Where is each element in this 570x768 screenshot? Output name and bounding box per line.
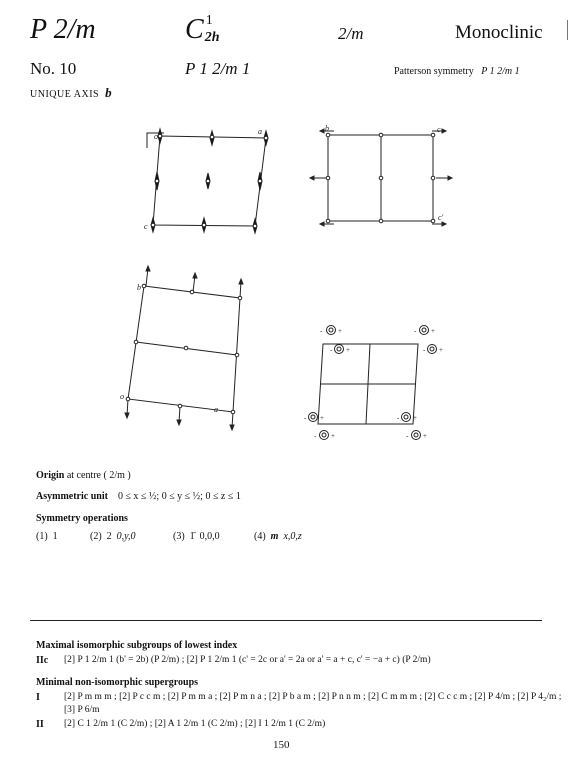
op-coords: x,0,z	[283, 531, 302, 542]
ii-label: II	[36, 719, 44, 730]
op-num: (3)	[173, 531, 185, 542]
i-text-line1: [2] P m m m ; [2] P c c m ; [2] P m m a ; [2] P m n a ; [2] P b a m ; [2] P n n m ; [2] C m m m ; [2] C c c m ; [2] P 4/m ; [2] P 4₂/m ;	[64, 692, 562, 702]
svg-text:-: -	[414, 327, 417, 335]
gp-upper-right	[423, 345, 443, 355]
symmetry-op-1	[36, 531, 58, 542]
svg-text:+: +	[423, 432, 427, 440]
label-c-2: c	[437, 125, 441, 134]
svg-text:+: +	[439, 346, 443, 354]
asymmetric-unit-line	[36, 491, 241, 502]
asymmetric-unit-label: Asymmetric unit	[36, 491, 108, 502]
unique-axis-letter: b	[105, 85, 113, 100]
op-num: (4)	[254, 531, 266, 542]
gp-top-left	[320, 326, 342, 336]
gp-upper-left	[330, 345, 350, 355]
i-label: I	[36, 692, 40, 703]
minimal-supergroups-heading: Minimal non-isomorphic supergroups	[36, 677, 199, 688]
label-o-1: o	[154, 132, 158, 141]
patterson-label: Patterson symmetry	[394, 66, 474, 77]
svg-text:-: -	[314, 432, 317, 440]
page-number: 150	[273, 739, 290, 751]
svg-text:+: +	[320, 414, 324, 422]
group-number: No. 10	[30, 59, 77, 78]
label-a-3: a	[214, 405, 218, 414]
label-a-1: a	[258, 127, 262, 136]
diagram-projection-c	[125, 266, 243, 430]
symmetry-operations-heading: Symmetry operations	[36, 513, 128, 524]
diagram-general-positions	[318, 344, 418, 424]
svg-text:+: +	[346, 346, 350, 354]
op-num: (1)	[36, 531, 48, 542]
op-coords: 0,y,0	[116, 531, 136, 542]
point-group: 2/m	[338, 24, 364, 43]
maximal-subgroups-heading: Maximal isomorphic subgroups of lowest index	[36, 640, 238, 651]
label-c-prime: c'	[438, 213, 444, 222]
svg-text:-: -	[406, 432, 409, 440]
label-o-3: o	[120, 392, 124, 401]
gp-top-right	[414, 326, 435, 336]
svg-text:+: +	[338, 327, 342, 335]
unique-axis-label: UNIQUE AXIS	[30, 89, 100, 100]
section-divider	[30, 620, 542, 621]
op-symbol: 2	[106, 531, 112, 542]
full-symbol: P 1 2/m 1	[185, 59, 251, 78]
svg-text:+: +	[413, 414, 417, 422]
hm-symbol: P 2/m	[30, 14, 96, 45]
gp-bottom-right	[406, 431, 427, 441]
svg-text:+: +	[331, 432, 335, 440]
origin-value: at centre ( 2/m )	[66, 470, 131, 481]
op-coords: 0,0,0	[199, 531, 220, 542]
symmetry-op-4	[254, 531, 302, 542]
symmetry-op-2	[90, 531, 136, 542]
op-symbol: 1	[52, 531, 58, 542]
op-symbol: 1̄	[189, 531, 195, 542]
origin-label: Origin	[36, 470, 65, 481]
asymmetric-unit-value: 0 ≤ x ≤ ½; 0 ≤ y ≤ ½; 0 ≤ z ≤ 1	[117, 491, 241, 502]
svg-text:-: -	[330, 346, 333, 354]
i-text-line2: [3] P 6/m	[64, 705, 100, 715]
schoenflies-sub: 2h	[204, 30, 220, 45]
label-b-2: b	[325, 124, 329, 133]
gp-lower-right	[397, 413, 417, 423]
iic-label: IIc	[36, 655, 49, 666]
svg-text:-: -	[320, 327, 323, 335]
symmetry-op-3	[173, 531, 220, 542]
patterson-value: P 1 2/m 1	[481, 66, 520, 77]
schoenflies-sup: 1	[205, 13, 213, 28]
schoenflies-main: C	[185, 14, 204, 45]
gp-lower-left	[304, 413, 324, 423]
svg-text:-: -	[397, 414, 400, 422]
diagram-projection-b	[147, 129, 268, 233]
svg-text:-: -	[304, 414, 307, 422]
svg-text:-: -	[423, 346, 426, 354]
origin-line	[36, 470, 131, 481]
gp-bottom-left	[314, 431, 335, 441]
ii-text: [2] C 1 2/m 1 (C 2/m) ; [2] A 1 2/m 1 (C 2/m) ; [2] I 1 2/m 1 (C 2/m)	[64, 719, 326, 729]
op-num: (2)	[90, 531, 102, 542]
iic-text: [2] P 1 2/m 1 (b' = 2b) (P 2/m) ; [2] P 1 2/m 1 (c' = 2c or a' = 2a or a' = a + c, c' = −a + c) (P 2/m)	[64, 655, 431, 665]
op-symbol: m	[270, 531, 279, 542]
crystal-system: Monoclinic	[455, 22, 543, 43]
svg-text:+: +	[431, 327, 435, 335]
label-c-1: c	[144, 222, 148, 231]
general-position-markers	[304, 326, 443, 441]
label-b-3: b	[137, 283, 141, 292]
diagram-projection-a	[310, 129, 452, 226]
